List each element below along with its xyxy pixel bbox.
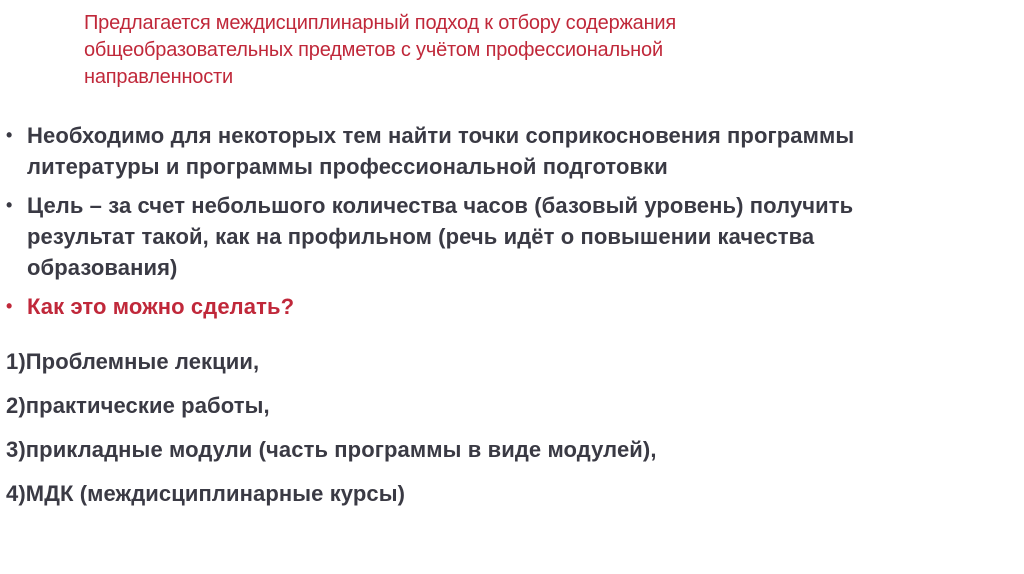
bullet-item-goal (0, 190, 1010, 283)
numbered-item: 3)прикладные модули (часть программы в виде модулей), (6, 437, 657, 462)
slide-title (84, 10, 984, 91)
bullet-line: Как это можно сделать? (27, 294, 295, 319)
bullet-marker: • (6, 195, 13, 215)
numbered-list (6, 346, 657, 522)
bullet-item-question (0, 291, 1010, 322)
numbered-item: 2)практические работы, (6, 393, 270, 418)
slide-title-line: Предлагается междисциплинарный подход к отбору содержания (84, 12, 677, 34)
slide-title-line: общеобразовательных предметов с учётом профессиональной (84, 39, 663, 61)
bullet-marker: • (6, 125, 13, 145)
bullet-line: Цель – за счет небольшого количества часов (базовый уровень) получить (27, 193, 854, 218)
bullet-line: образования) (27, 255, 178, 280)
slide-title-line: направленности (84, 66, 233, 88)
bullet-line: Необходимо для некоторых тем найти точки соприкосновения программы (27, 123, 855, 148)
bullet-line: литературы и программы профессиональной подготовки (27, 154, 668, 179)
bullet-item-need (0, 120, 1010, 182)
numbered-item: 4)МДК (междисциплинарные курсы) (6, 481, 406, 506)
numbered-item: 1)Проблемные лекции, (6, 349, 260, 374)
bullet-marker: • (6, 296, 13, 316)
bullet-line: результат такой, как на профильном (речь идёт о повышении качества (27, 224, 815, 249)
bullet-list (0, 120, 1010, 330)
